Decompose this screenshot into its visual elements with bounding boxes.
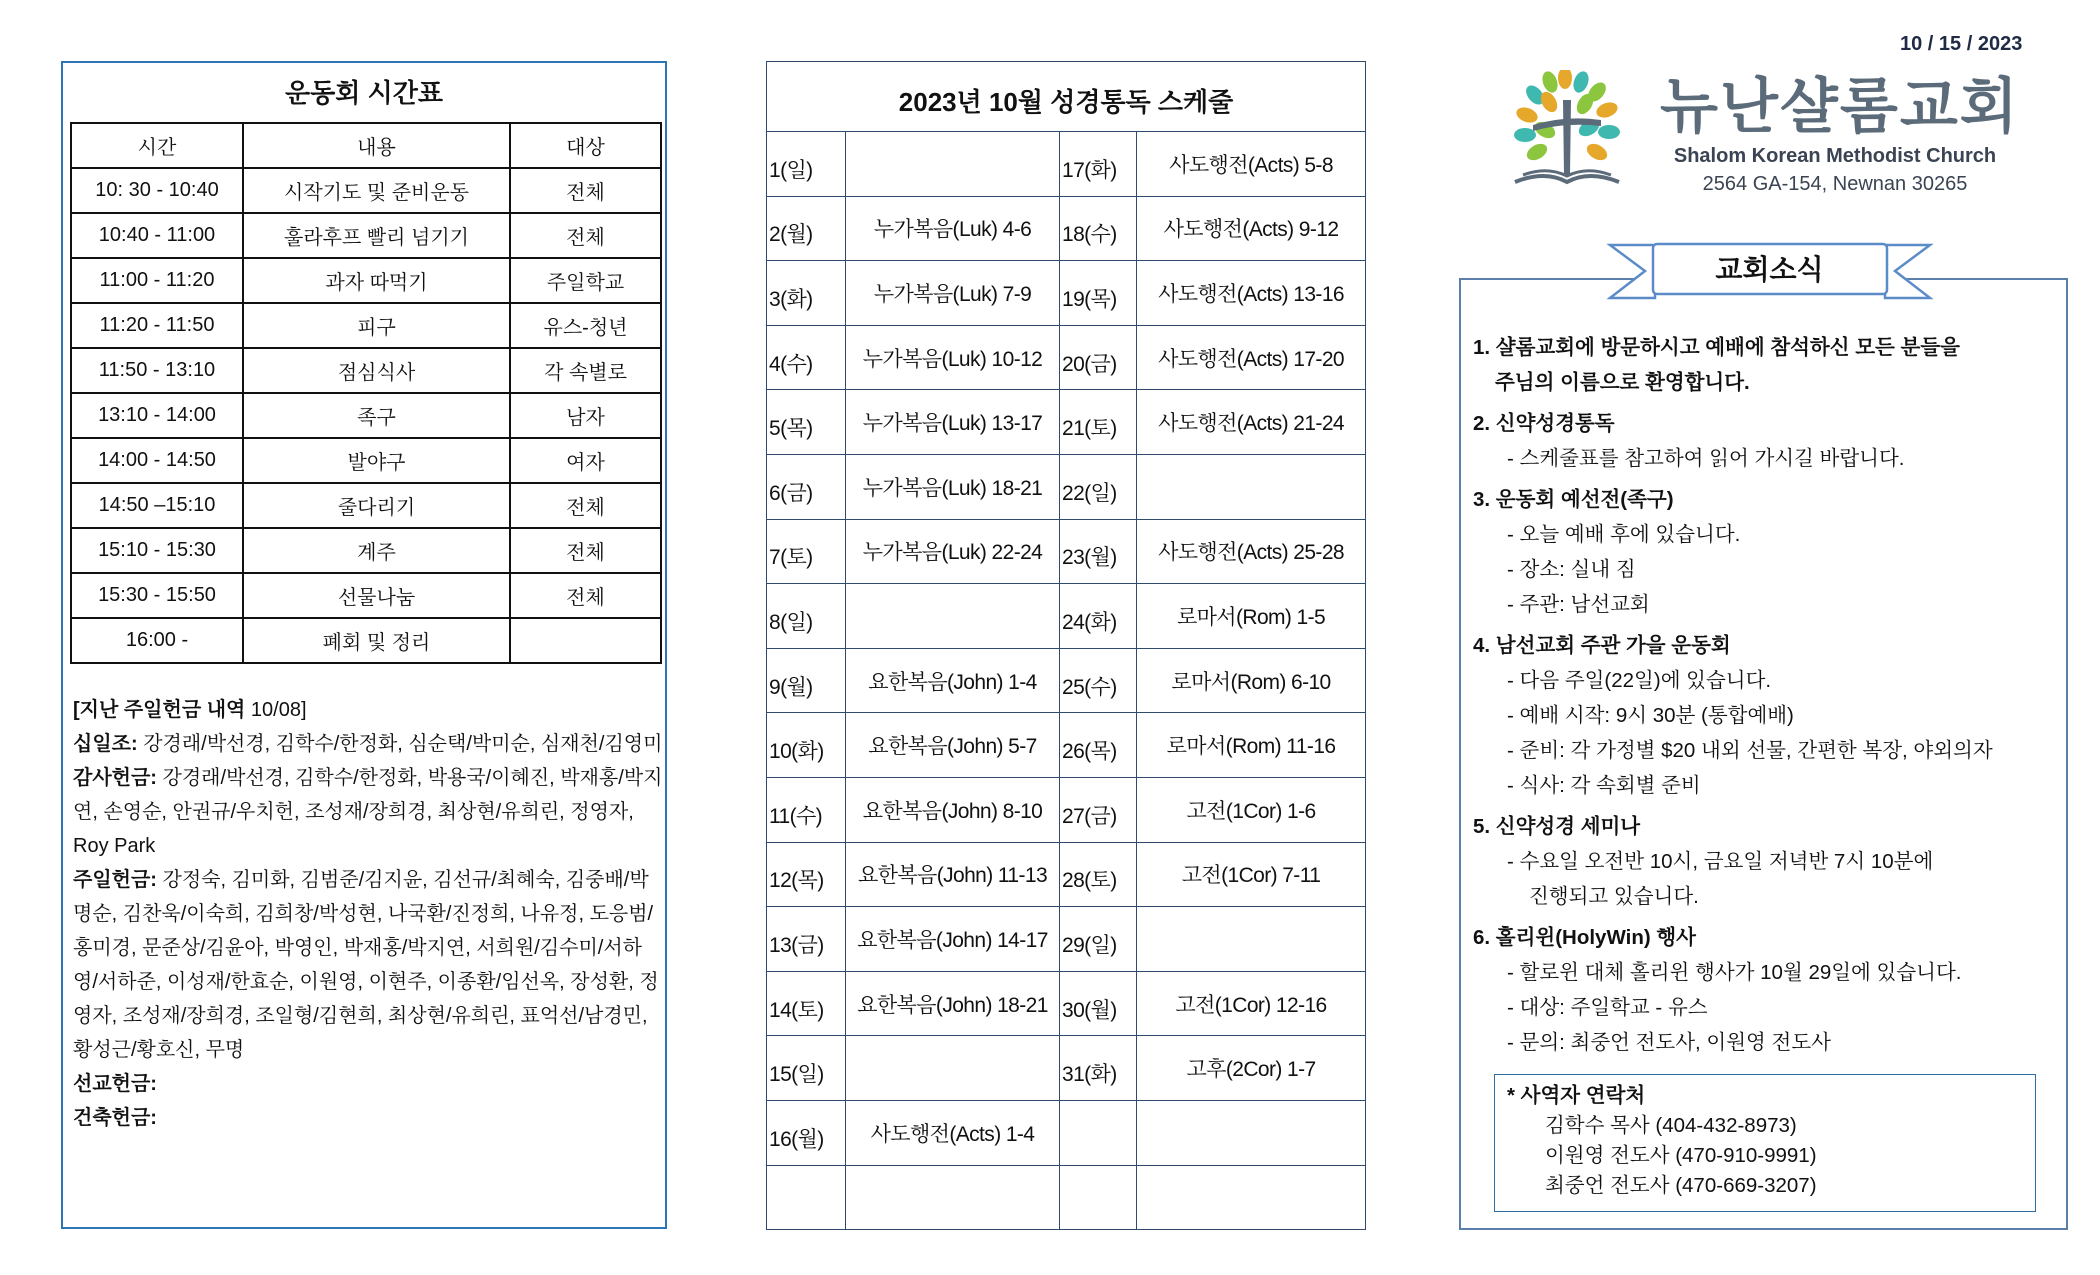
reading-reading-cell: 요한복음(John) 5-7 <box>846 713 1060 778</box>
news-item: - 예배 시작: 9시 30분 (통합예배) <box>1507 704 1794 727</box>
schedule-row <box>71 528 661 573</box>
offering-groups <box>73 727 663 1135</box>
schedule-activity-cell: 족구 <box>243 393 510 438</box>
reading-reading-cell: 고전(1Cor) 7-11 <box>1137 842 1366 907</box>
reading-row <box>767 971 1366 1036</box>
offering-group <box>73 1067 663 1101</box>
reading-reading-cell <box>1137 1100 1366 1165</box>
sports-day-panel <box>61 61 667 1229</box>
schedule-row <box>71 393 661 438</box>
schedule-row <box>71 303 661 348</box>
schedule-row <box>71 618 661 663</box>
reading-day-cell: 8(일) <box>767 584 846 649</box>
offering-label: 주일헌금: <box>73 869 157 891</box>
reading-day-cell: 1(일) <box>767 132 846 197</box>
reading-day-cell: 3(화) <box>767 261 846 326</box>
offering-record <box>73 693 663 1135</box>
news-items <box>1473 330 2063 1060</box>
news-heading: 4. 남선교회 주관 가을 운동회 <box>1473 634 1731 657</box>
reading-row <box>767 584 1366 649</box>
schedule-row <box>71 213 661 258</box>
offering-heading <box>73 693 663 727</box>
reading-reading-cell <box>1137 1165 1366 1230</box>
reading-reading-cell: 누가복음(Luk) 18-21 <box>846 454 1060 519</box>
schedule-activity-cell: 점심식사 <box>243 348 510 393</box>
news-item: - 스케줄표를 참고하여 읽어 가시길 바랍니다. <box>1507 447 1905 470</box>
reading-reading-cell <box>1137 454 1366 519</box>
reading-reading-cell: 사도행전(Acts) 9-12 <box>1137 196 1366 261</box>
reading-reading-cell: 요한복음(John) 14-17 <box>846 907 1060 972</box>
news-item: - 수요일 오전반 10시, 금요일 저녁반 7시 10분에 <box>1507 850 1934 873</box>
reading-reading-cell: 요한복음(John) 8-10 <box>846 777 1060 842</box>
reading-reading-cell: 사도행전(Acts) 17-20 <box>1137 325 1366 390</box>
reading-reading-cell: 사도행전(Acts) 5-8 <box>1137 132 1366 197</box>
schedule-time-cell: 11:20 - 11:50 <box>71 303 243 348</box>
schedule-target-cell: 전체 <box>510 573 661 618</box>
news-heading-continuation: 주님의 이름으로 환영합니다. <box>1495 371 1750 394</box>
reading-reading-cell: 고전(1Cor) 1-6 <box>1137 777 1366 842</box>
reading-row <box>767 648 1366 713</box>
schedule-activity-cell: 발야구 <box>243 438 510 483</box>
schedule-activity-cell: 시작기도 및 준비운동 <box>243 168 510 213</box>
news-heading: 1. 샬롬교회에 방문하시고 예배에 참석하신 모든 분들을 <box>1473 336 1960 359</box>
offering-group <box>73 761 663 863</box>
schedule-time-cell: 11:50 - 13:10 <box>71 348 243 393</box>
reading-reading-cell: 누가복음(Luk) 10-12 <box>846 325 1060 390</box>
news-item: - 오늘 예배 후에 있습니다. <box>1507 523 1741 546</box>
offering-names: 강정숙, 김미화, 김범준/김지윤, 김선규/최혜숙, 김중배/박명순, 김찬욱/이숙희, 김희창/박성현, 나국환/진정희, 나유정, 도응범/홍미경, 문준상/김윤아, 박영인, 박재홍/박지연, 서희원/김수미/서하영/서하준, 이성재/한효순, 이원영, 이현주, 이종환/임선옥, 장성환, 정영자, 조성재/장희경, 조일형/김현희, 최상현/유희린, 표억선/남경민, 황성근/황호신, 무명 <box>73 869 659 1061</box>
reading-row <box>767 1036 1366 1101</box>
reading-row <box>767 777 1366 842</box>
reading-day-cell: 21(토) <box>1060 390 1137 455</box>
reading-day-cell: 5(목) <box>767 390 846 455</box>
offering-group <box>73 727 663 761</box>
offering-label: 감사헌금: <box>73 767 157 789</box>
reading-reading-cell: 사도행전(Acts) 21-24 <box>1137 390 1366 455</box>
offering-label: 십일조: <box>73 733 138 755</box>
news-heading: 5. 신약성경 세미나 <box>1473 815 1641 838</box>
schedule-time-cell: 10:40 - 11:00 <box>71 213 243 258</box>
schedule-time-cell: 15:10 - 15:30 <box>71 528 243 573</box>
news-heading: 6. 홀리윈(HolyWin) 행사 <box>1473 926 1696 949</box>
offering-label: 건축헌금: <box>73 1107 157 1129</box>
news-item: - 주관: 남선교회 <box>1507 593 1650 616</box>
church-tree-logo-icon <box>1505 70 1645 195</box>
reading-day-cell: 24(화) <box>1060 584 1137 649</box>
reading-day-cell: 30(월) <box>1060 971 1137 1036</box>
reading-day-cell: 7(토) <box>767 519 846 584</box>
offering-names: 강경래/박선경, 김학수/한정화, 심순택/박미순, 심재천/김영미 <box>143 733 663 755</box>
reading-row <box>767 390 1366 455</box>
offering-label: 선교헌금: <box>73 1073 157 1095</box>
reading-reading-cell: 누가복음(Luk) 7-9 <box>846 261 1060 326</box>
schedule-header-cell: 내용 <box>243 123 510 168</box>
news-heading: 2. 신약성경통독 <box>1473 412 1615 435</box>
schedule-activity-cell: 과자 따먹기 <box>243 258 510 303</box>
reading-day-cell: 28(토) <box>1060 842 1137 907</box>
reading-day-cell: 19(목) <box>1060 261 1137 326</box>
sports-day-schedule-table <box>70 122 662 664</box>
news-item: - 대상: 주일학교 - 유스 <box>1507 996 1708 1019</box>
schedule-row <box>71 348 661 393</box>
schedule-target-cell: 전체 <box>510 528 661 573</box>
reading-reading-cell: 로마서(Rom) 6-10 <box>1137 648 1366 713</box>
reading-day-cell: 29(일) <box>1060 907 1137 972</box>
schedule-target-cell: 전체 <box>510 168 661 213</box>
news-item: - 문의: 최중언 전도사, 이원영 전도사 <box>1507 1031 1831 1054</box>
reading-day-cell: 10(화) <box>767 713 846 778</box>
news-item: - 장소: 실내 짐 <box>1507 558 1636 581</box>
reading-day-cell: 11(수) <box>767 777 846 842</box>
reading-reading-cell <box>846 132 1060 197</box>
schedule-activity-cell: 훌라후프 빨리 넘기기 <box>243 213 510 258</box>
reading-reading-cell: 로마서(Rom) 1-5 <box>1137 584 1366 649</box>
reading-day-cell: 6(금) <box>767 454 846 519</box>
reading-day-cell: 9(월) <box>767 648 846 713</box>
reading-reading-cell: 사도행전(Acts) 25-28 <box>1137 519 1366 584</box>
schedule-target-cell <box>510 618 661 663</box>
reading-day-cell: 20(금) <box>1060 325 1137 390</box>
reading-row <box>767 842 1366 907</box>
schedule-activity-cell: 폐회 및 정리 <box>243 618 510 663</box>
schedule-time-cell: 13:10 - 14:00 <box>71 393 243 438</box>
schedule-header-cell: 대상 <box>510 123 661 168</box>
schedule-row <box>71 168 661 213</box>
bible-schedule-title: 2023년 10월 성경통독 스케줄 <box>767 62 1366 132</box>
offering-group <box>73 863 663 1067</box>
news-item: - 식사: 각 속회별 준비 <box>1507 774 1701 797</box>
contact-line: 김학수 목사 (404-432-8973) <box>1545 1114 1797 1137</box>
offering-names: 강경래/박선경, 김학수/한정화, 박용국/이혜진, 박재홍/박지연, 손영순, 안권규/우치헌, 조성재/장희경, 최상현/유희린, 정영자, Roy Park <box>73 767 663 857</box>
news-heading: 3. 운동회 예선전(족구) <box>1473 488 1674 511</box>
reading-reading-cell: 사도행전(Acts) 13-16 <box>1137 261 1366 326</box>
schedule-time-cell: 14:00 - 14:50 <box>71 438 243 483</box>
reading-day-cell: 14(토) <box>767 971 846 1036</box>
contact-line: 최중언 전도사 (470-669-3207) <box>1545 1174 1817 1197</box>
schedule-target-cell: 전체 <box>510 483 661 528</box>
schedule-row <box>71 258 661 303</box>
reading-day-cell: 22(일) <box>1060 454 1137 519</box>
reading-day-cell: 27(금) <box>1060 777 1137 842</box>
news-title: 교회소식 <box>1715 254 1824 285</box>
reading-day-cell: 4(수) <box>767 325 846 390</box>
news-item-continuation: 진행되고 있습니다. <box>1529 885 1699 908</box>
schedule-target-cell: 전체 <box>510 213 661 258</box>
offering-group <box>73 1101 663 1135</box>
reading-day-cell: 15(일) <box>767 1036 846 1101</box>
reading-reading-cell: 로마서(Rom) 11-16 <box>1137 713 1366 778</box>
offering-heading-label: [지난 주일헌금 내역 <box>73 699 246 721</box>
reading-reading-cell: 누가복음(Luk) 22-24 <box>846 519 1060 584</box>
reading-row <box>767 1165 1366 1230</box>
schedule-time-cell: 15:30 - 15:50 <box>71 573 243 618</box>
church-name-korean: 뉴난샬롬교회 <box>1660 73 2020 140</box>
schedule-target-cell: 유스-청년 <box>510 303 661 348</box>
reading-reading-cell: 요한복음(John) 18-21 <box>846 971 1060 1036</box>
church-address: 2564 GA-154, Newnan 30265 <box>1702 173 1968 195</box>
bible-reading-table <box>766 61 1366 1230</box>
schedule-row <box>71 483 661 528</box>
reading-day-cell <box>1060 1165 1137 1230</box>
contact-line: 이원영 전도사 (470-910-9991) <box>1545 1144 1817 1167</box>
schedule-time-cell: 11:00 - 11:20 <box>71 258 243 303</box>
reading-reading-cell: 요한복음(John) 11-13 <box>846 842 1060 907</box>
reading-reading-cell: 사도행전(Acts) 1-4 <box>846 1100 1060 1165</box>
reading-day-cell: 18(수) <box>1060 196 1137 261</box>
reading-row <box>767 907 1366 972</box>
offering-heading-date: 10/08] <box>250 699 307 721</box>
church-news-box <box>1459 278 2068 1230</box>
reading-reading-cell <box>846 1165 1060 1230</box>
reading-day-cell: 25(수) <box>1060 648 1137 713</box>
schedule-activity-cell: 줄다리기 <box>243 483 510 528</box>
schedule-row <box>71 573 661 618</box>
schedule-time-cell: 14:50 –15:10 <box>71 483 243 528</box>
reading-day-cell <box>1060 1100 1137 1165</box>
reading-row <box>767 261 1366 326</box>
reading-reading-cell: 누가복음(Luk) 13-17 <box>846 390 1060 455</box>
reading-day-cell <box>767 1165 846 1230</box>
reading-day-cell: 23(월) <box>1060 519 1137 584</box>
contacts-heading: * 사역자 연락처 <box>1507 1084 1646 1107</box>
reading-row <box>767 132 1366 197</box>
reading-row <box>767 713 1366 778</box>
news-item: - 할로윈 대체 홀리윈 행사가 10월 29일에 있습니다. <box>1507 961 1962 984</box>
reading-day-cell: 12(목) <box>767 842 846 907</box>
schedule-time-cell: 10: 30 - 10:40 <box>71 168 243 213</box>
reading-day-cell: 31(화) <box>1060 1036 1137 1101</box>
reading-reading-cell: 누가복음(Luk) 4-6 <box>846 196 1060 261</box>
reading-row <box>767 196 1366 261</box>
schedule-target-cell: 주일학교 <box>510 258 661 303</box>
schedule-target-cell: 여자 <box>510 438 661 483</box>
reading-day-cell: 13(금) <box>767 907 846 972</box>
reading-reading-cell: 고후(2Cor) 1-7 <box>1137 1036 1366 1101</box>
schedule-activity-cell: 계주 <box>243 528 510 573</box>
schedule-header-row <box>71 123 661 168</box>
sports-day-title: 운동회 시간표 <box>285 78 443 108</box>
news-item: - 준비: 각 가정별 $20 내외 선물, 간편한 복장, 야외의자 <box>1507 739 1993 762</box>
reading-day-cell: 26(목) <box>1060 713 1137 778</box>
bible-reading-schedule <box>766 61 1365 1229</box>
schedule-row <box>71 438 661 483</box>
schedule-target-cell: 남자 <box>510 393 661 438</box>
bulletin-date: 10 / 15 / 2023 <box>1900 33 2023 55</box>
reading-day-cell: 17(화) <box>1060 132 1137 197</box>
reading-reading-cell <box>846 1036 1060 1101</box>
reading-reading-cell: 고전(1Cor) 12-16 <box>1137 971 1366 1036</box>
reading-reading-cell: 요한복음(John) 1-4 <box>846 648 1060 713</box>
schedule-activity-cell: 선물나눔 <box>243 573 510 618</box>
reading-row <box>767 325 1366 390</box>
reading-reading-cell <box>846 584 1060 649</box>
reading-row <box>767 519 1366 584</box>
schedule-time-cell: 16:00 - <box>71 618 243 663</box>
news-item: - 다음 주일(22일)에 있습니다. <box>1507 669 1772 692</box>
news-list <box>1473 330 2063 1212</box>
reading-day-cell: 2(월) <box>767 196 846 261</box>
church-name-english: Shalom Korean Methodist Church <box>1673 145 1997 167</box>
reading-reading-cell <box>1137 907 1366 972</box>
schedule-header-cell: 시간 <box>71 123 243 168</box>
reading-row <box>767 1100 1366 1165</box>
schedule-target-cell: 각 속별로 <box>510 348 661 393</box>
minister-contacts-box <box>1494 1074 2036 1212</box>
reading-row <box>767 454 1366 519</box>
reading-day-cell: 16(월) <box>767 1100 846 1165</box>
schedule-activity-cell: 피구 <box>243 303 510 348</box>
